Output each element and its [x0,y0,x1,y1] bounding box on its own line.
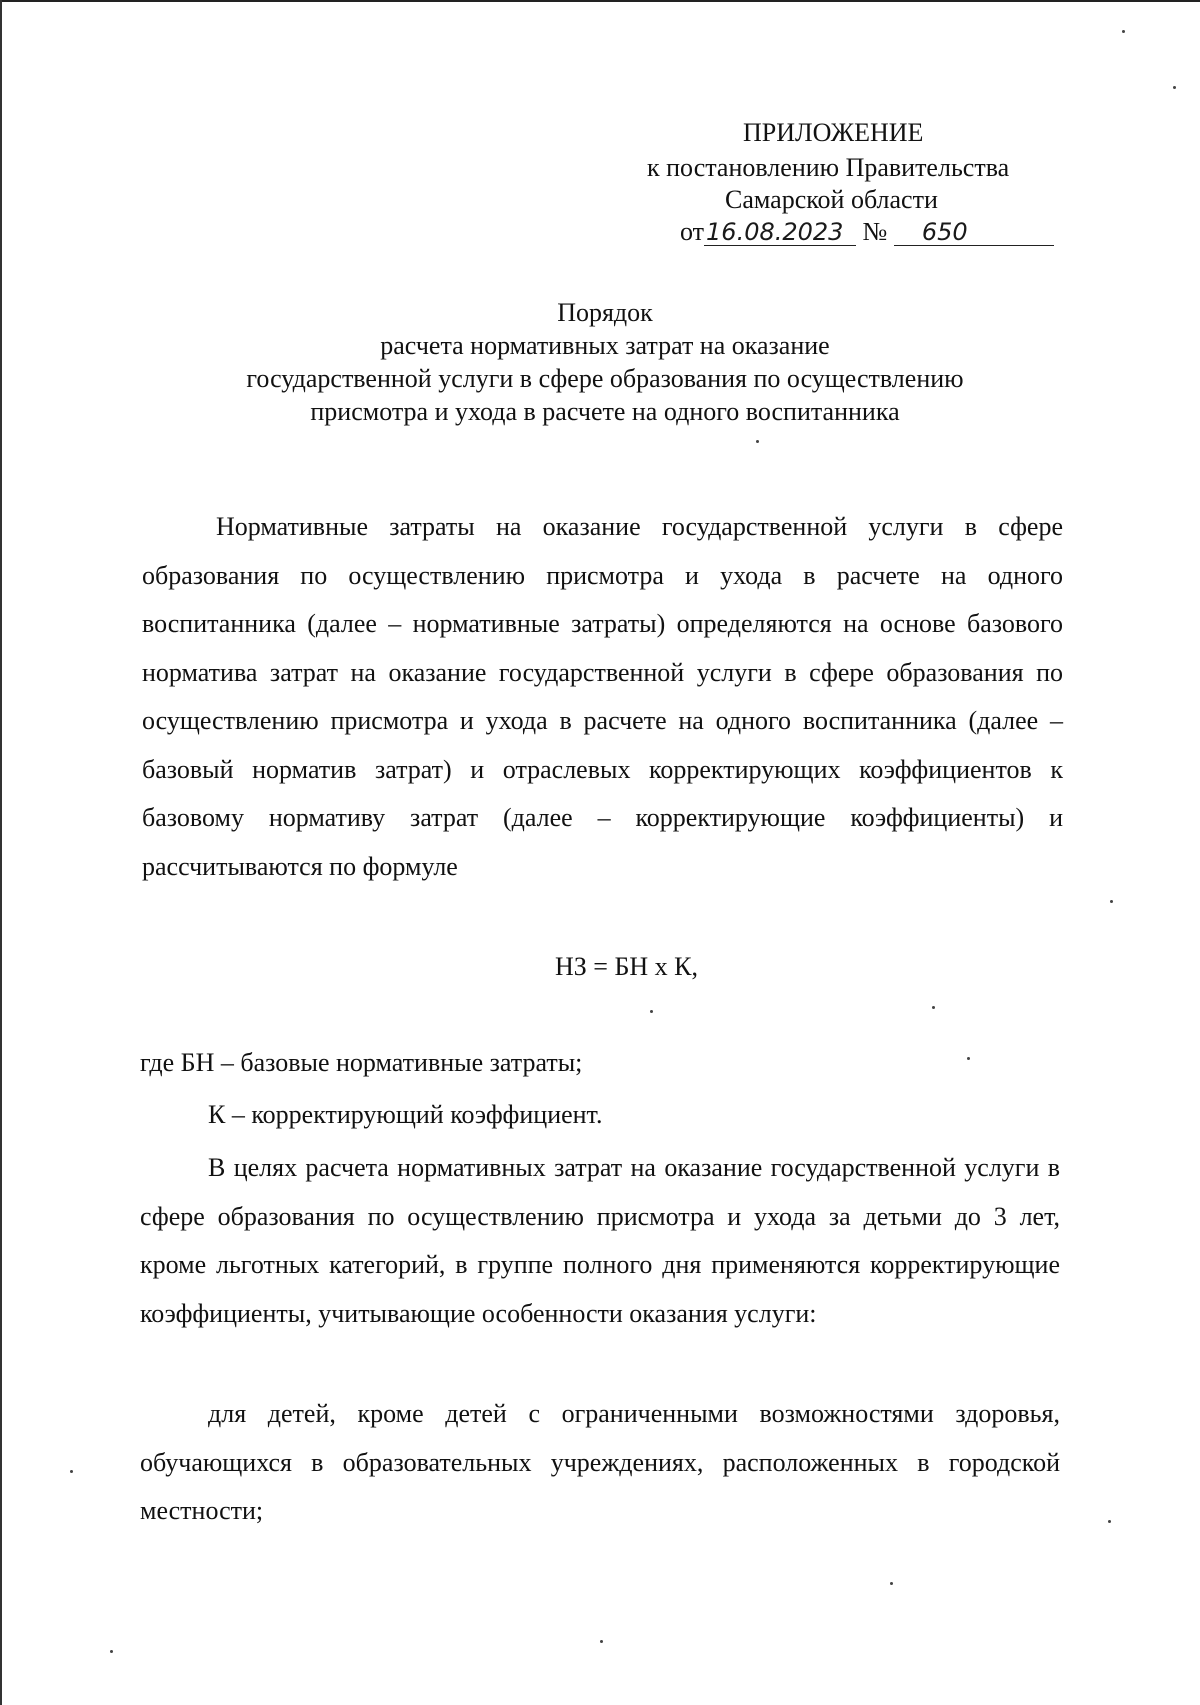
appendix-line-region: Самарской области [725,185,938,214]
heading-line-2: расчета нормативных затрат на оказание [380,331,830,360]
paragraph-children-urban: для детей, кроме детей с ограниченными возможностями здоровья, обучающихся в образовательных учреждениях, расположенных в городской местности; [140,1399,1060,1525]
definition-bn: где БН – базовые нормативные затраты; [140,1048,583,1077]
scan-speck [967,1057,970,1060]
scan-speck [600,1640,603,1643]
scan-speck [1108,1520,1111,1523]
scan-speck [650,1010,653,1013]
handwritten-date: 16.08.2023 [704,219,856,246]
handwritten-number: 650 [894,219,1054,246]
scan-speck [70,1470,73,1473]
heading-line-4: присмотра и ухода в расчете на одного воспитанника [310,397,900,426]
doc-heading [200,296,1010,428]
scan-speck [110,1650,113,1653]
heading-line-1: Порядок [557,298,653,327]
paragraph-normative-costs: Нормативные затраты на оказание государственной услуги в сфере образования по осуществлению присмотра и ухода в расчете на одного воспитанника (далее – нормативные затраты) определяются на основе базового норматива затрат на оказание государственной услуги в сфере образования по осуществлению присмотра и ухода в расчете на одного воспитанника (далее – базовый норматив затрат) и отраслевых корректирующих коэффициентов к базовому нормативу затрат (далее – корректирующие коэффициенты) и рассчитываются по формуле [142,512,1063,881]
appendix-line-resolution: к постановлению Правительства [647,153,1010,182]
paragraph-correction-purpose: В целях расчета нормативных затрат на оказание государственной услуги в сфере образования по осуществлению присмотра и ухода за детьми до 3 лет, кроме льготных категорий, в группе полного дня применяются корректирующие коэффициенты, учитывающие особенности оказания услуги: [140,1153,1060,1328]
number-prefix: № [862,217,888,246]
formula: НЗ = БН x К, [555,952,699,981]
scan-speck [756,440,759,443]
scan-speck [1122,30,1125,33]
scan-top-border [0,0,1200,2]
scan-speck [932,1006,935,1009]
scan-left-border [0,0,2,1705]
scan-speck [1173,86,1176,89]
scan-speck [890,1582,893,1585]
appendix-date-line [680,216,1054,248]
definition-k: К – корректирующий коэффициент. [208,1100,603,1129]
scan-speck [1110,900,1113,903]
heading-line-3: государственной услуги в сфере образования по осуществлению [246,364,964,393]
date-prefix: от [680,217,705,246]
appendix-title: ПРИЛОЖЕНИЕ [743,118,924,147]
